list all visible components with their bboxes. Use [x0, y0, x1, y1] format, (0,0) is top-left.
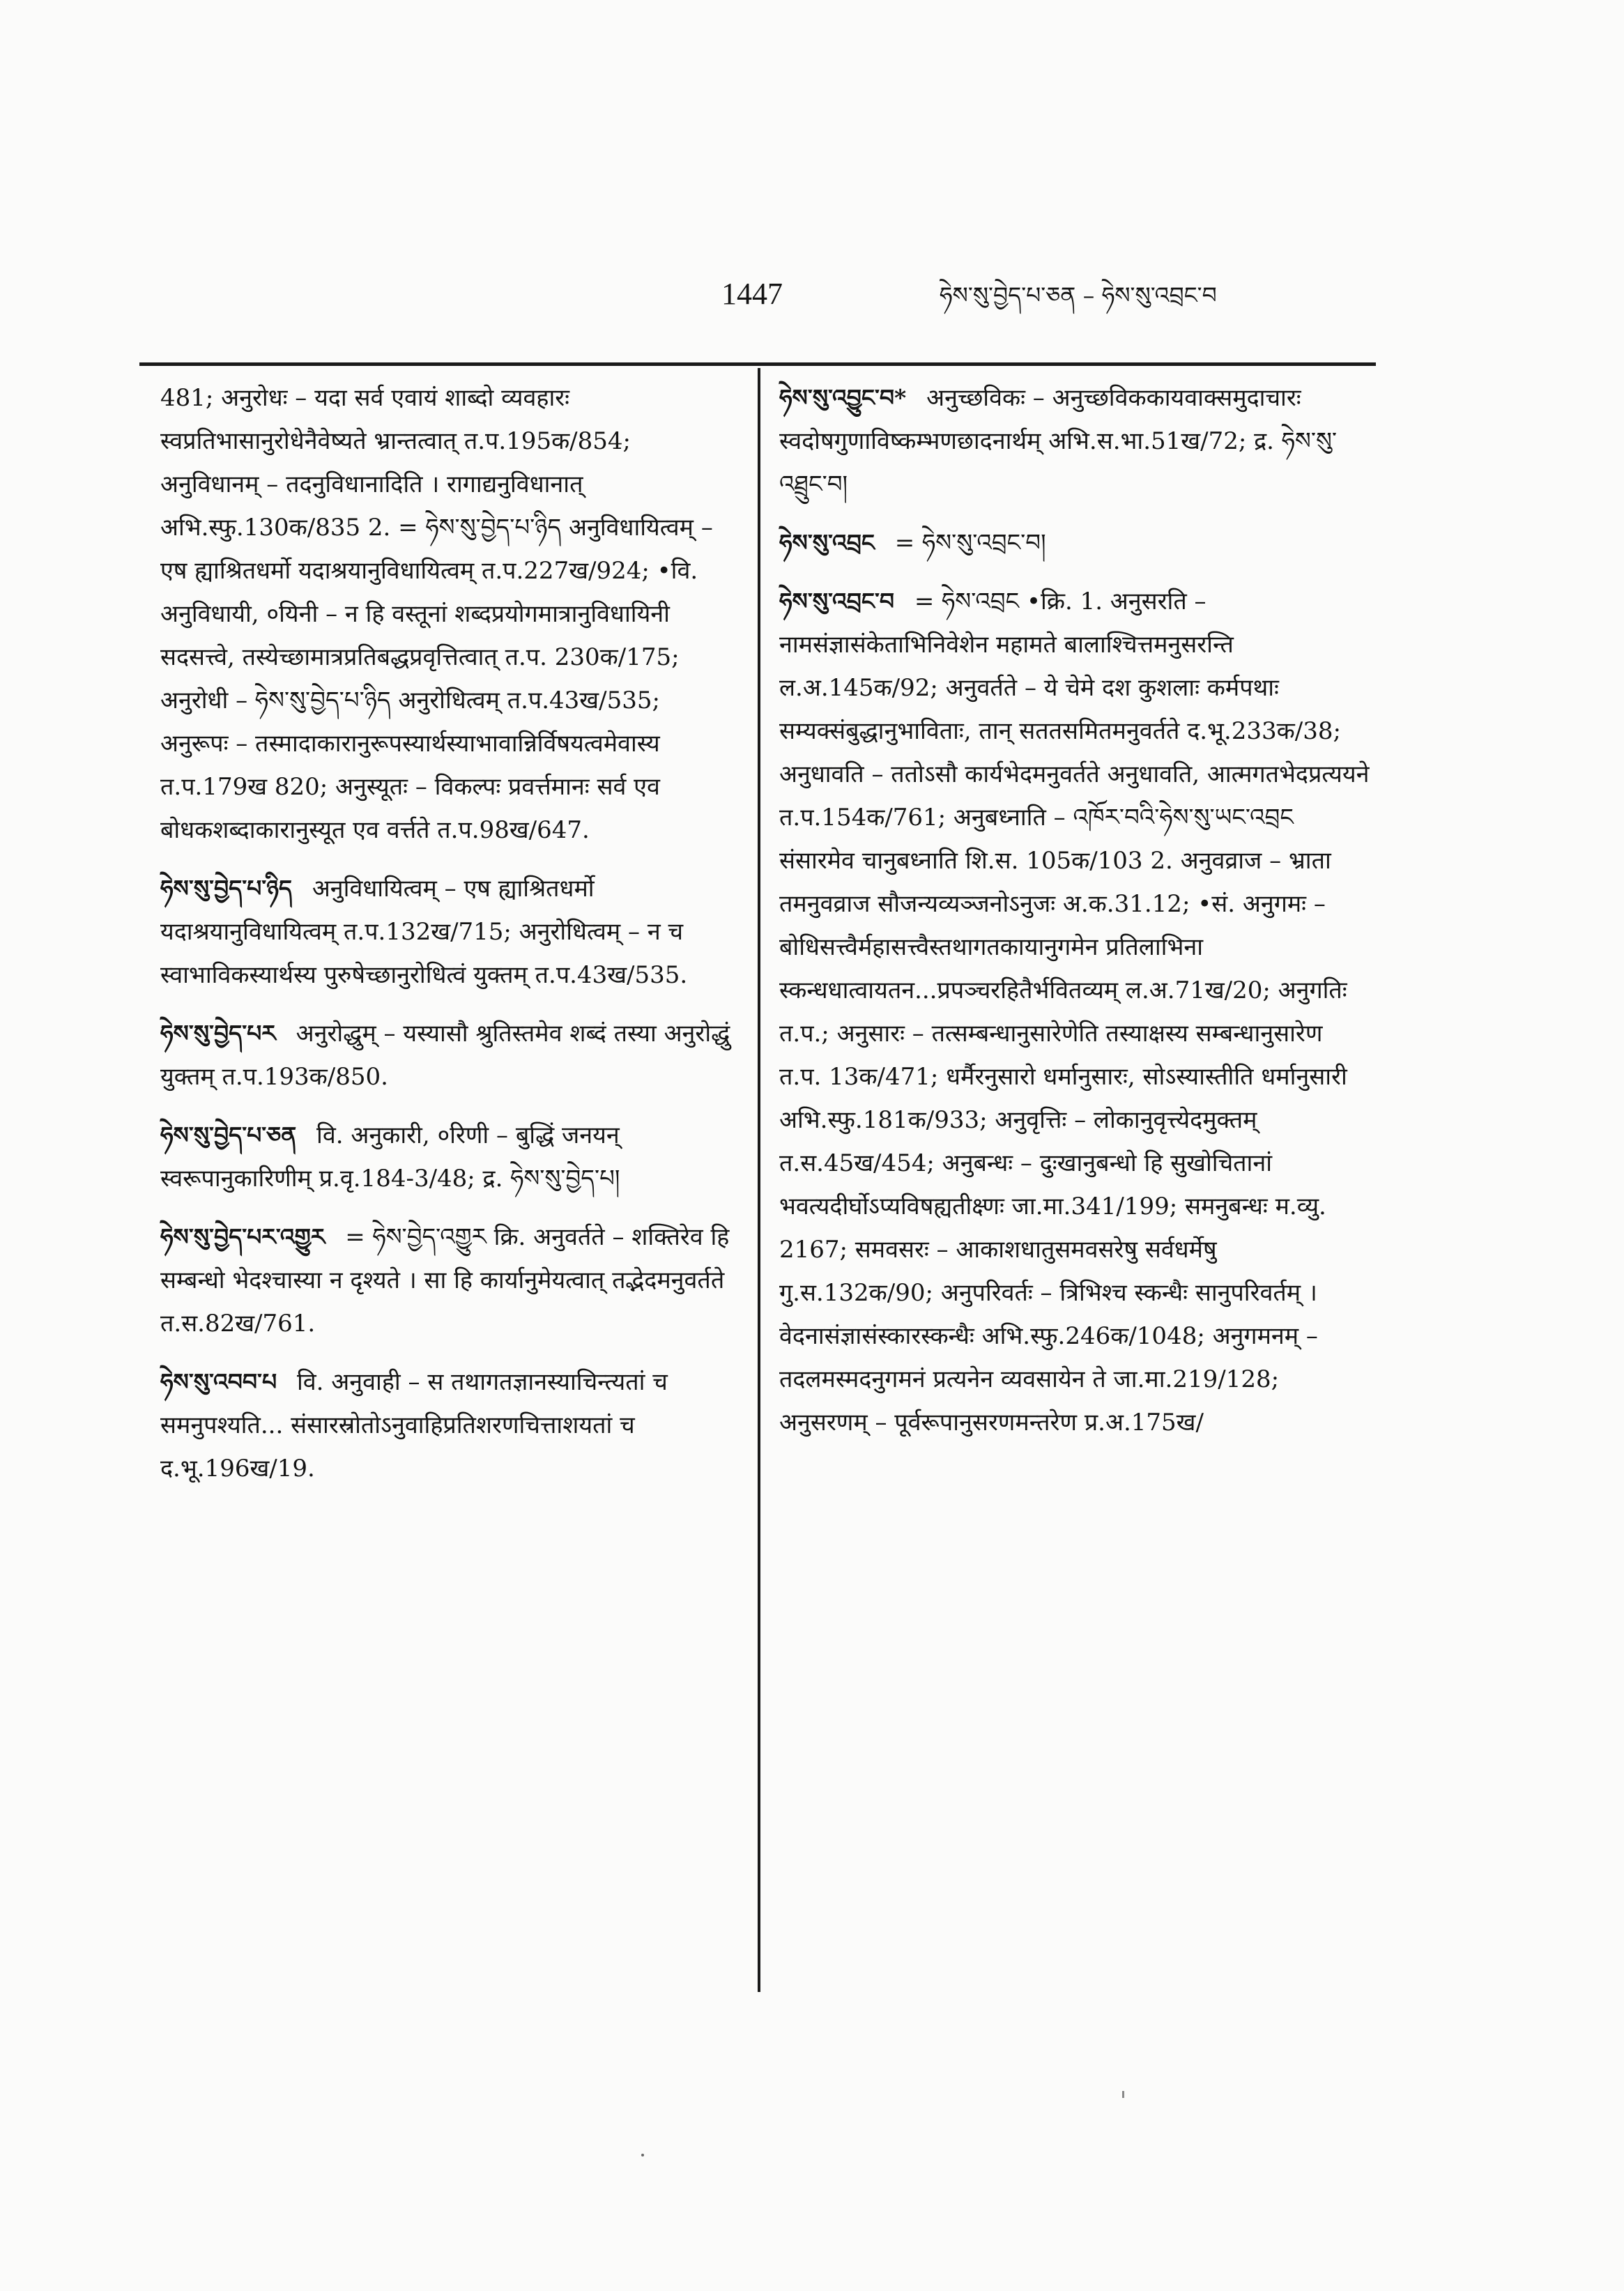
entry-headword: ཧེས་སུ་འབྲང: [779, 529, 875, 556]
right-column: [779, 376, 1372, 1459]
scan-speck: [641, 2154, 644, 2156]
entry-headword: ཧེས་སུ་བྱེད་པར་འགྱུར: [160, 1223, 325, 1250]
entry-headword: ཧེས་སུ་བྱེད་པར: [160, 1020, 276, 1047]
entry-text: 481; अनुरोधः – यदा सर्व एवायं शाब्दो व्यवहारः स्वप्रतिभासानुरोधेनैवेष्यते भ्रान्तत्वात् त.प.195क/854; अनुविधानम् – तदनुविधानादिति । रागाद्यनुविधानात् अभि.स्फु.130क/835 2. = ཧེས་སུ་བྱེད་པ་ཉིད अनुविधायित्वम् – एष ह्याश्रितधर्मो यदाश्रयानुविधायित्वम् त.प.227ख/924; •वि. अनुविधायी, ०यिनी – न हि वस्तूनां शब्दप्रयोगमात्रानुविधायिनी सदसत्त्वे, तस्येच्छामात्रप्रतिबद्धप्रवृत्तित्वात् त.प. 230क/175; अनुरोधी – ཧེས་སུ་བྱེད་པ་ཉིད अनुरोधित्वम् त.प.43ख/535; अनुरूपः – तस्मादाकारानुरूपस्यार्थस्याभावान्निर्विषयत्वमेवास्य त.प.179ख 820; अनुस्यूतः – विकल्पः प्रवर्त्तमानः सर्व एव बोधकशब्दाकारानुस्यूत एव वर्त्तते त.प.98ख/647.: [160, 384, 713, 844]
entry-text: अनुविधायित्वम् – एष ह्याश्रितधर्मो यदाश्रयानुविधायित्वम् त.प.132ख/715; अनुरोधित्वम् – न च स्वाभाविकस्यार्थस्य पुरुषेच्छानुरोधित्वं युक्तम् त.प.43ख/535.: [160, 875, 688, 989]
entry-headword: ཧེས་སུ་འབྱུང་བ*: [779, 384, 907, 411]
entry-text: अनुच्छविकः – अनुच्छविककायवाक्समुदाचारः स्वदोषगुणाविष्कम्भणछादनार्थम् अभि.स.भा.51ख/72; द्र. ཧེས་སུ་འཐྲུང་བ།: [779, 384, 1338, 498]
column-divider: [758, 368, 760, 1992]
page-header: [0, 273, 1624, 315]
entry-text: वि. अनुवाही – स तथागतज्ञानस्याचिन्त्यतां च समनुपश्यति... संसारस्रोतोऽनुवाहिप्रतिशरणचित्ताशयतां च द.भू.196ख/19.: [160, 1368, 668, 1482]
dictionary-entry: [160, 376, 732, 852]
entry-headword: ཧེས་སུ་བྱེད་པ་ཅན: [160, 1121, 297, 1149]
entry-headword: ཧེས་སུ་བྱེད་པ་ཉིད: [160, 875, 292, 902]
header-rule: [139, 362, 1376, 366]
dictionary-entry: [160, 1114, 732, 1200]
entry-headword: ཧེས་སུ་འབབ་པ: [160, 1368, 277, 1395]
page-number: 1447: [721, 277, 783, 311]
dictionary-entry: [160, 1012, 732, 1098]
dictionary-entry: [779, 521, 1372, 565]
entry-text: = ཧེས་འབྲང •क्रि. 1. अनुसरति – नामसंज्ञासंकेताभिनिवेशेन महामते बालाश्चित्तमनुसरन्ति ल.अ.145क/92; अनुवर्तते – ये चेमे दश कुशलाः कर्मपथाः सम्यक्संबुद्धानुभाविताः, तान् सततसमितमनुवर्तते द.भू.233क/38; अनुधावति – ततोऽसौ कार्यभेदमनुवर्तते अनुधावति, आत्मगतभेदप्रत्ययने त.प.154क/761; अनुबध्नाति – འཁོར་བའི་ཧེས་སུ་ཡང་འབྲང संसारमेव चानुबध्नाति शि.स. 105क/103 2. अनुवव्राज – भ्राता तमनुवव्राज सौजन्यव्यञ्जनोऽनुजः अ.क.31.12; •सं. अनुगमः – बोधिसत्त्वैर्महासत्त्वैस्तथागतकायानुगमेन प्रतिलाभिना स्कन्धधात्वायतन...प्रपञ्चरहितैर्भवितव्यम् ल.अ.71ख/20; अनुगतिः त.प.; अनुसारः – तत्सम्बन्धानुसारेणेति तस्याक्षस्य सम्बन्धानुसारेण त.प. 13क/471; धर्मैरनुसारो धर्मानुसारः, सोऽस्यास्तीति धर्मानुसारी अभि.स्फु.181क/933; अनुवृत्तिः – लोकानुवृत्त्येदमुक्तम् त.स.45ख/454; अनुबन्धः – दुःखानुबन्धो हि सुखोचितानां भवत्यदीर्घोऽप्यविषह्यतीक्ष्णः जा.मा.341/199; समनुबन्धः म.व्यु. 2167; समवसरः – आकाशधातुसमवसरेषु सर्वधर्मेषु गु.स.132क/90; अनुपरिवर्तः – त्रिभिश्च स्कन्धैः सानुपरिवर्तम् । वेदनासंज्ञासंस्कारस्कन्धैः अभि.स्फु.246क/1048; अनुगमनम् – तदलमस्मदनुगमनं प्रत्यनेन व्यवसायेन ते जा.मा.219/128; अनुसरणम् – पूर्वरूपानुसरणमन्तरेण प्र.अ.175ख/: [779, 588, 1370, 1436]
entry-text: = ཧེས་སུ་འབྲང་བ།: [894, 529, 1046, 557]
dictionary-entry: [160, 1361, 732, 1490]
dictionary-entry: [779, 580, 1372, 1444]
entry-text: वि. अनुकारी, ०रिणी – बुद्धिं जनयन् स्वरूपानुकारिणीम् प्र.वृ.184-3/48; द्र. ཧེས་སུ་བྱེད་པ།: [160, 1121, 620, 1193]
entry-text: = ཧེས་བྱེད་འགྱུར क्रि. अनुवर्तते – शक्तिरेव हि सम्बन्धो भेदश्चास्या न दृश्यते । सा हि कार्यानुमेयत्वात् तद्भेदमनुवर्तते त.स.82ख/761.: [160, 1223, 730, 1338]
entry-text: अनुरोद्धुम् – यस्यासौ श्रुतिस्तमेव शब्दं तस्या अनुरोद्धुं युक्तम् त.प.193क/850.: [160, 1020, 730, 1091]
entry-headword: ཧེས་སུ་འབྲང་བ: [779, 588, 895, 615]
scan-mark: [1122, 2091, 1124, 2098]
running-head: ཧེས་སུ་བྱེད་པ་ཅན – ཧེས་སུ་འབྲང་བ: [940, 282, 1217, 309]
left-column: [160, 376, 732, 1505]
dictionary-entry: [160, 867, 732, 997]
dictionary-entry: [779, 376, 1372, 506]
dictionary-entry: [160, 1216, 732, 1345]
